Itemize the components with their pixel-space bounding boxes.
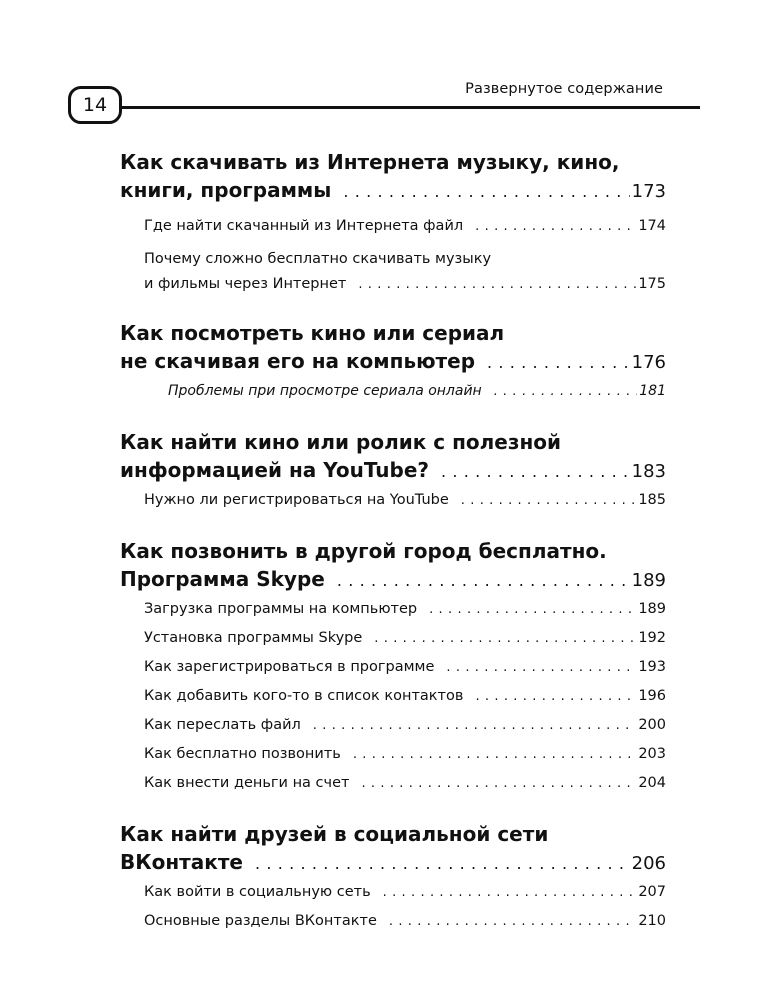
dot-leader	[343, 178, 629, 206]
toc-section-title: Где найти скачанный из Интернета файл	[144, 218, 464, 234]
toc-section[interactable]	[120, 740, 666, 769]
dot-leader	[374, 625, 636, 653]
toc-page-number: 185	[638, 492, 666, 508]
toc-chapter-title-line: книги, программы	[120, 178, 332, 202]
toc-section-title: Нужно ли регистрироваться на YouTube	[144, 492, 449, 508]
toc-chapter-title-line: Программа Skype	[120, 567, 325, 591]
dot-leader	[487, 349, 630, 377]
toc-section[interactable]	[120, 212, 666, 241]
dot-leader	[475, 683, 636, 711]
dot-leader	[446, 654, 636, 682]
toc-chapter-title-line: не скачивая его на компьютер	[120, 349, 476, 373]
toc-section-title: Загрузка программы на компьютер	[144, 601, 418, 617]
toc-section-title: Как войти в социальную сеть	[144, 884, 371, 900]
dot-leader	[358, 272, 636, 297]
toc-page-number: 196	[638, 688, 666, 704]
dot-leader	[255, 850, 630, 878]
toc-chapter-title-line: информацией на YouTube?	[120, 458, 430, 482]
toc-page-number: 210	[638, 913, 666, 929]
toc-section[interactable]	[120, 486, 666, 515]
toc-page-number: 189	[638, 601, 666, 617]
toc-chapter[interactable]	[120, 148, 666, 206]
dot-leader	[475, 213, 636, 241]
toc-page-number: 174	[638, 218, 666, 234]
toc-page-number: 181	[639, 383, 666, 399]
dot-leader	[494, 378, 638, 406]
toc-section[interactable]	[120, 769, 666, 798]
dot-leader	[389, 908, 636, 936]
dot-leader	[461, 487, 637, 515]
toc-page-number: 176	[631, 352, 666, 373]
toc-section-title: Как бесплатно позвонить	[144, 746, 341, 762]
dot-leader	[429, 596, 636, 624]
header-rule	[118, 106, 700, 109]
toc-section-title: Как зарегистрироваться в программе	[144, 659, 435, 675]
toc-page-number: 206	[631, 853, 666, 874]
toc-section-title: Как переслать файл	[144, 717, 301, 733]
dot-leader	[313, 712, 637, 740]
toc-page-number: 173	[631, 181, 666, 202]
dot-leader	[361, 770, 636, 798]
toc-section[interactable]	[120, 595, 666, 624]
toc-chapter-title-line: Как посмотреть кино или сериал	[120, 321, 505, 345]
toc-chapter[interactable]	[120, 428, 666, 486]
toc-page-number: 203	[638, 746, 666, 762]
toc-section[interactable]	[120, 247, 666, 297]
toc-page-number: 189	[631, 570, 666, 591]
page-number: 14	[68, 86, 122, 124]
toc-section-title: Установка программы Skype	[144, 630, 363, 646]
toc-section[interactable]	[120, 878, 666, 907]
toc-section[interactable]	[120, 624, 666, 653]
dot-leader	[353, 741, 637, 769]
toc-chapter-title-line: Как найти друзей в социальной сети	[120, 822, 549, 846]
toc-section[interactable]	[120, 653, 666, 682]
toc-chapter-title-line: Как найти кино или ролик с полезной	[120, 430, 562, 454]
toc-page-number: 200	[638, 717, 666, 733]
toc-chapter[interactable]	[120, 319, 666, 377]
toc-section[interactable]	[120, 711, 666, 740]
toc-section-title-line: и фильмы через Интернет	[144, 276, 347, 292]
toc-section-title: Как внести деньги на счет	[144, 775, 350, 791]
toc-page-number: 207	[638, 884, 666, 900]
toc-chapter[interactable]	[120, 820, 666, 878]
toc-section[interactable]	[120, 682, 666, 711]
toc-page-number: 204	[638, 775, 666, 791]
toc-page-number: 192	[638, 630, 666, 646]
toc-subsection-title: Проблемы при просмотре сериала онлайн	[168, 383, 482, 399]
toc-chapter-title-line: Как скачивать из Интернета музыку, кино,	[120, 150, 620, 174]
dot-leader	[337, 567, 630, 595]
toc-chapter-title-line: Как позвонить в другой город бесплатно.	[120, 539, 607, 563]
toc-page-number: 193	[638, 659, 666, 675]
toc-subsection[interactable]	[120, 377, 666, 406]
dot-leader	[441, 458, 630, 486]
toc-section-title: Основные разделы ВКонтакте	[144, 913, 377, 929]
toc-chapter[interactable]	[120, 537, 666, 595]
toc-page-number: 183	[631, 461, 666, 482]
running-title: Развернутое содержание	[465, 81, 663, 97]
toc-chapter-title-line: ВКонтакте	[120, 850, 243, 874]
toc-section-title: Как добавить кого-то в список контактов	[144, 688, 464, 704]
toc-page-number: 175	[638, 276, 666, 292]
toc-section-title-line: Почему сложно бесплатно скачивать музыку	[144, 251, 492, 267]
toc-section[interactable]	[120, 907, 666, 936]
dot-leader	[383, 879, 637, 907]
table-of-contents	[120, 148, 666, 936]
